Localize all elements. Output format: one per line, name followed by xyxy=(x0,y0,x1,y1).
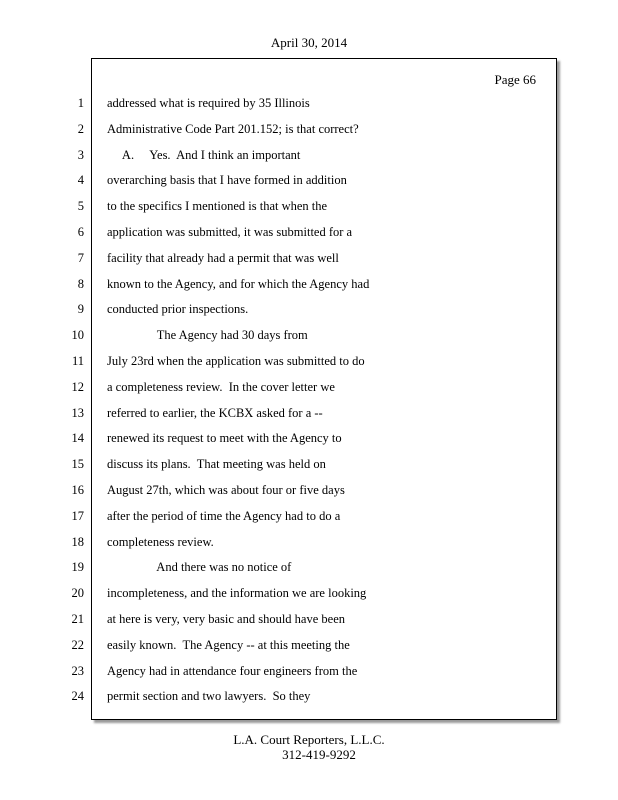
footer-phone: 312-419-9292 xyxy=(282,747,356,762)
line-number: 4 xyxy=(77,173,84,187)
line-number: 1 xyxy=(77,96,84,110)
line-text: to the specifics I mentioned is that when the xyxy=(107,199,328,213)
page-number: Page 66 xyxy=(494,72,536,87)
line-text: And there was no notice of xyxy=(107,560,292,574)
line-text: referred to earlier, the KCBX asked for a -- xyxy=(107,406,323,420)
line-number: 18 xyxy=(71,535,84,549)
line-text: conducted prior inspections. xyxy=(107,302,249,316)
line-number: 14 xyxy=(71,431,84,445)
line-number: 17 xyxy=(71,509,84,523)
line-number: 22 xyxy=(71,638,84,652)
line-text: July 23rd when the application was submitted to do xyxy=(107,354,365,368)
line-text: discuss its plans. That meeting was held on xyxy=(107,457,326,471)
line-number: 15 xyxy=(71,457,84,471)
line-text: Agency had in attendance four engineers from the xyxy=(107,664,358,678)
line-text: easily known. The Agency -- at this meeting the xyxy=(107,638,350,652)
line-text: A. Yes. And I think an important xyxy=(107,148,301,162)
line-number: 20 xyxy=(71,586,84,600)
line-text: application was submitted, it was submitted for a xyxy=(107,225,353,239)
line-number: 8 xyxy=(77,277,84,291)
line-number: 16 xyxy=(71,483,84,497)
footer-company: L.A. Court Reporters, L.L.C. xyxy=(233,732,385,747)
line-number: 13 xyxy=(71,406,84,420)
line-text: renewed its request to meet with the Agency to xyxy=(107,431,342,445)
line-number: 7 xyxy=(77,251,84,265)
line-number: 11 xyxy=(71,354,84,368)
line-text: Administrative Code Part 201.152; is that correct? xyxy=(107,122,359,136)
header-date: April 30, 2014 xyxy=(270,35,348,50)
line-number: 6 xyxy=(77,225,84,239)
line-number: 12 xyxy=(71,380,84,394)
line-text: August 27th, which was about four or five days xyxy=(107,483,345,497)
line-text: The Agency had 30 days from xyxy=(107,328,308,342)
line-number: 3 xyxy=(77,148,84,162)
line-number: 21 xyxy=(71,612,84,626)
line-text: completeness review. xyxy=(107,535,214,549)
line-number: 5 xyxy=(77,199,84,213)
line-text: incompleteness, and the information we are looking xyxy=(107,586,367,600)
line-text: known to the Agency, and for which the Agency had xyxy=(107,277,370,291)
line-number: 23 xyxy=(71,664,84,678)
line-text: a completeness review. In the cover letter we xyxy=(107,380,335,394)
line-number: 19 xyxy=(71,560,84,574)
line-number: 10 xyxy=(71,328,84,342)
line-text: after the period of time the Agency had to do a xyxy=(107,509,341,523)
line-text: overarching basis that I have formed in addition xyxy=(107,173,347,187)
line-number: 24 xyxy=(71,689,84,703)
line-number: 9 xyxy=(77,302,84,316)
line-text: facility that already had a permit that was well xyxy=(107,251,339,265)
line-text: permit section and two lawyers. So they xyxy=(107,689,311,703)
line-text: addressed what is required by 35 Illinois xyxy=(107,96,310,110)
line-number: 2 xyxy=(77,122,84,136)
line-text: at here is very, very basic and should have been xyxy=(107,612,345,626)
